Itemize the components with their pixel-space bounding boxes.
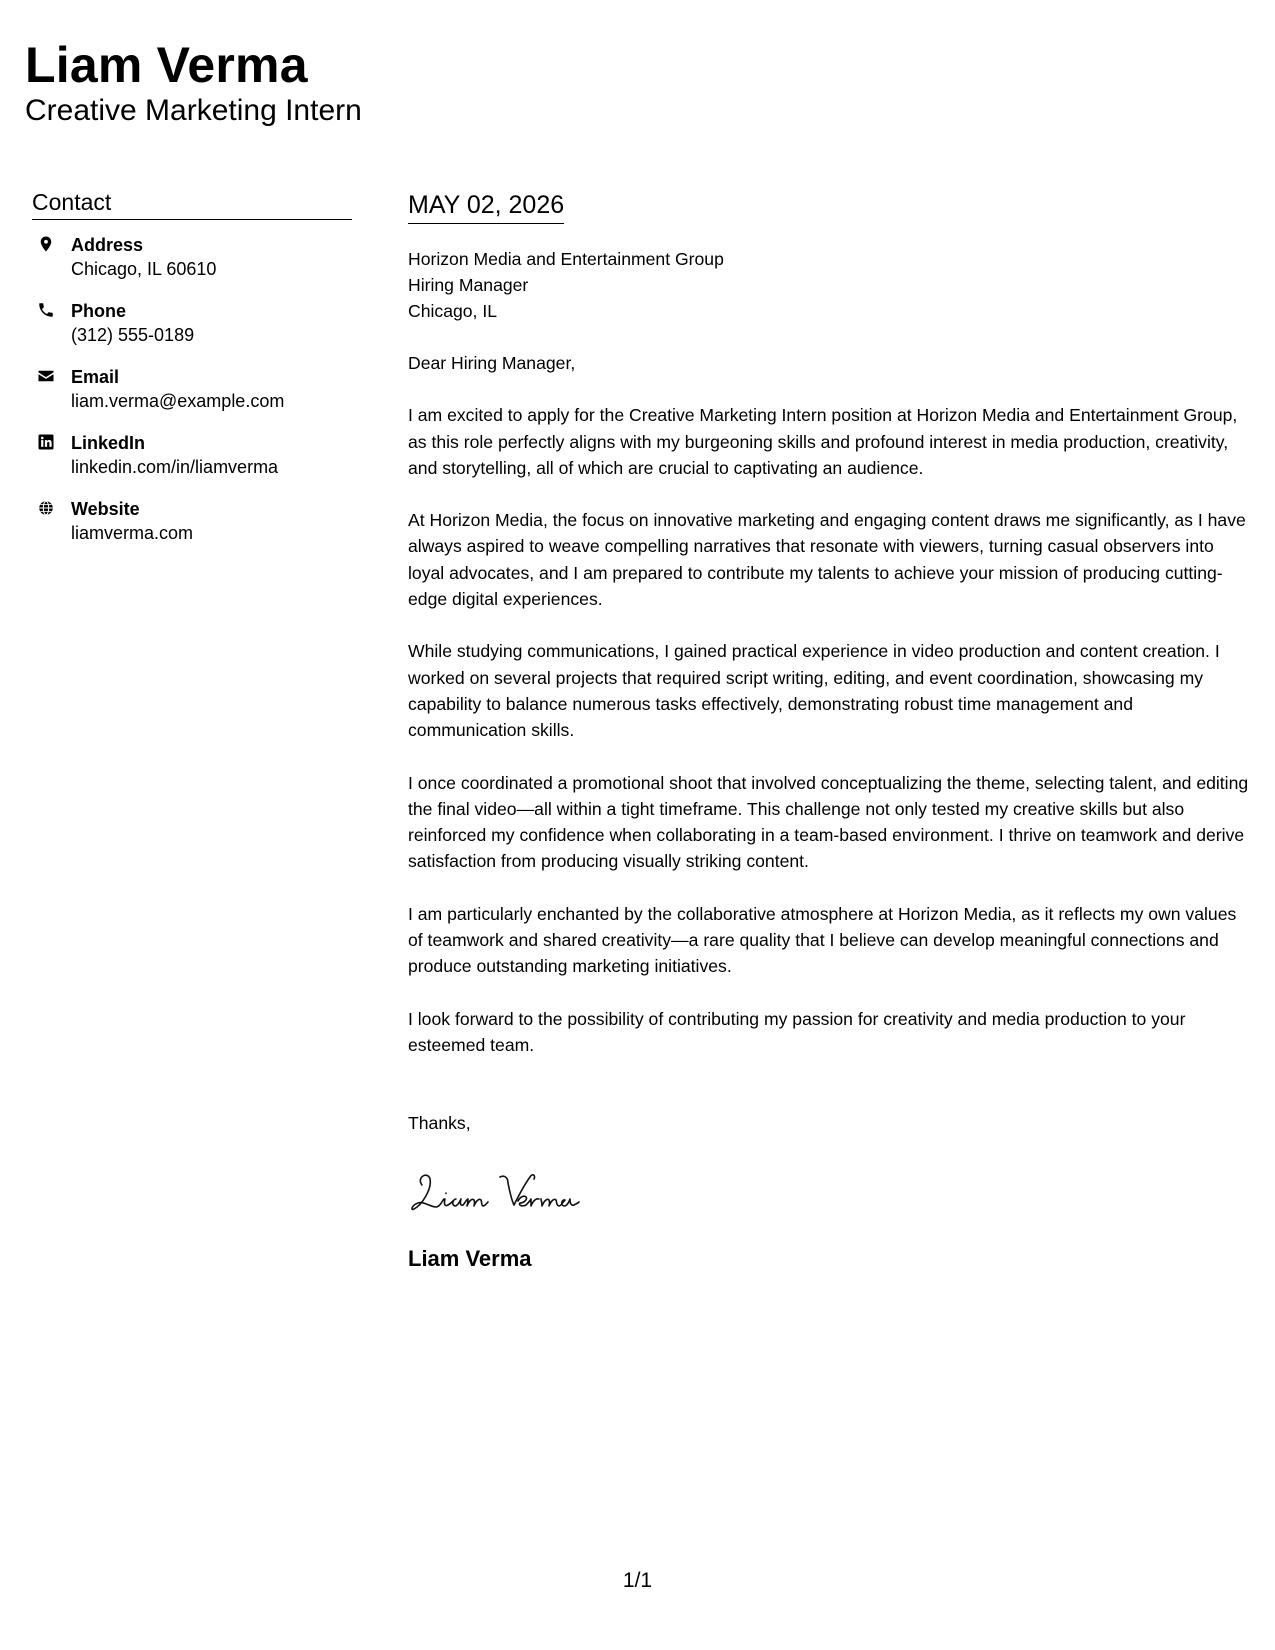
contact-label: LinkedIn xyxy=(71,433,146,453)
cover-letter-body xyxy=(408,190,1253,1273)
recipient-location: Chicago, IL xyxy=(408,301,497,321)
linkedin-icon xyxy=(35,431,57,453)
envelope-icon xyxy=(35,365,57,387)
phone-value: (312) 555-0189 xyxy=(71,325,195,345)
letter-paragraph: I once coordinated a promotional shoot that involved conceptualizing the theme, selecting talent, and editing the final video—all within a tight timeframe. This challenge not only tested my creative skills but also reinforced my confidence when collaborating in a team-based environment. I thrive on teamwork and derive satisfaction from producing visually striking content. xyxy=(408,772,1249,872)
closing: Thanks, xyxy=(408,1113,471,1134)
letter-date: MAY 02, 2026 xyxy=(408,190,564,224)
handwritten-signature xyxy=(408,1163,1253,1223)
contact-heading: Contact xyxy=(32,188,352,220)
map-pin-icon xyxy=(35,233,57,255)
address-value: Chicago, IL 60610 xyxy=(71,259,217,279)
contact-sidebar xyxy=(32,188,352,563)
contact-item-linkedin xyxy=(32,431,352,480)
phone-icon xyxy=(35,299,57,321)
recipient-company: Horizon Media and Entertainment Group xyxy=(408,249,724,269)
contact-item-email xyxy=(32,365,352,414)
letter-paragraph: I am excited to apply for the Creative Marketing Intern position at Horizon Media and Entertainment Group, as this role perfectly aligns with my burgeoning skills and profound interest in media production, creativity, and storytelling, all of which are crucial to captivating an audience. xyxy=(408,405,1238,478)
recipient-role: Hiring Manager xyxy=(408,275,529,295)
signer-name: Liam Verma xyxy=(408,1245,532,1271)
letter-paragraph: I am particularly enchanted by the collaborative atmosphere at Horizon Media, as it reflects my own values of teamwork and shared creativity—a rare quality that I believe can develop meaningful connections and produce outstanding marketing initiatives. xyxy=(408,903,1237,977)
applicant-name: Liam Verma xyxy=(25,37,308,93)
page-number: 1/1 xyxy=(622,1569,653,1592)
letter-paragraph: While studying communications, I gained practical experience in video production and content creation. I worked on several projects that required script writing, editing, and event coordination, showcasing my capability to balance numerous tasks effectively, demonstrating robust time management and communication skills. xyxy=(408,641,1220,741)
linkedin-value[interactable]: linkedin.com/in/liamverma xyxy=(71,457,279,477)
recipient-block xyxy=(408,246,1253,324)
website-value[interactable]: liamverma.com xyxy=(71,523,194,543)
contact-item-phone xyxy=(32,299,352,348)
contact-label: Address xyxy=(71,235,144,255)
page-header xyxy=(25,36,362,128)
contact-item-address xyxy=(32,233,352,282)
email-value[interactable]: liam.verma@example.com xyxy=(71,391,285,411)
letter-paragraph: I look forward to the possibility of contributing my passion for creativity and media production to your esteemed team. xyxy=(408,1008,1186,1055)
contact-label: Phone xyxy=(71,301,127,321)
contact-item-website xyxy=(32,497,352,546)
job-title: Creative Marketing Intern xyxy=(25,94,362,127)
salutation: Dear Hiring Manager, xyxy=(408,353,576,373)
globe-icon xyxy=(35,497,57,519)
letter-paragraph: At Horizon Media, the focus on innovative marketing and engaging content draws me significantly, as I have always aspired to weave compelling narratives that resonate with viewers, turning casual observers into loyal advocates, and I am prepared to contribute my talents to achieve your mission of producing cutting-edge digital experiences. xyxy=(408,510,1246,610)
contact-label: Email xyxy=(71,367,120,387)
contact-label: Website xyxy=(71,499,140,519)
